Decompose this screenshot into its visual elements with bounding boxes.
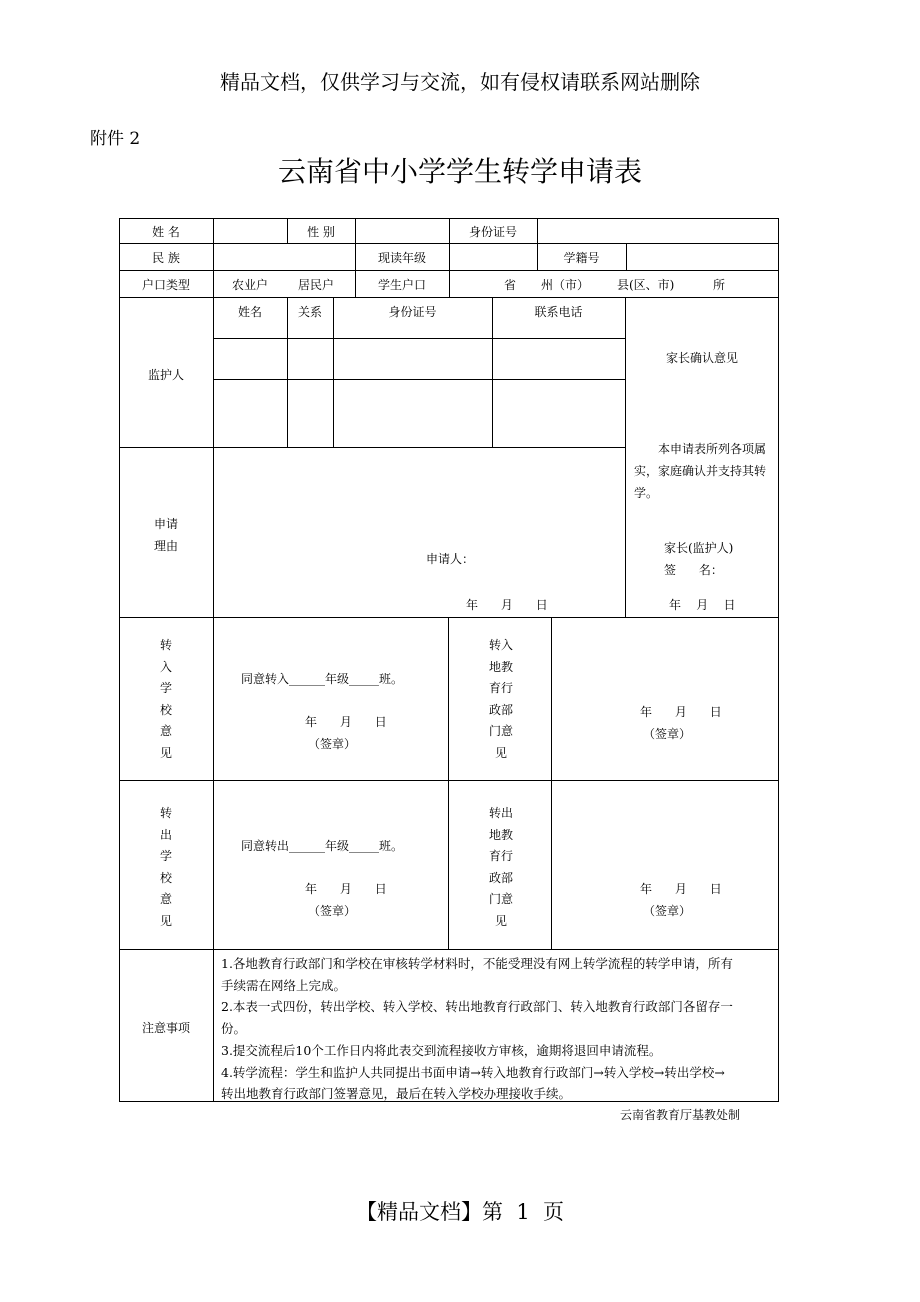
parent-date: 年 月 日 — [669, 598, 736, 612]
transfer-out-seal: （签章） — [308, 904, 357, 918]
student-id-field[interactable] — [627, 244, 777, 269]
hukou-type-label: 户口类型 — [141, 278, 190, 292]
guardian-phone-header: 联系电话 — [534, 305, 583, 319]
transfer-in-date: 年 月 日 — [305, 715, 387, 729]
note-1-line-1: 1.各地教育行政部门和学校在审核转学材料时，不能受理没有网上转学流程的转学申请，所有 — [221, 956, 733, 971]
transfer-in-dept-seal: （签章） — [643, 727, 692, 741]
guardian-name-header: 姓名 — [237, 305, 262, 319]
guardian-id-header: 身份证号 — [388, 305, 437, 319]
parent-statement: 本申请表所列各项属实，家庭确认并支持其转学。 — [634, 442, 767, 500]
transfer-out-school-label: 转 出 学 校 意 见 — [159, 806, 172, 928]
page-footer: 【精品文档】第 1 页 — [355, 1200, 565, 1224]
transfer-out-dept-label: 转出 地教 育行 政部 门意 见 — [488, 806, 513, 928]
reason-date: 年 月 日 — [466, 598, 548, 612]
transfer-in-dept-date: 年 月 日 — [640, 705, 722, 719]
notes-label: 注意事项 — [141, 1021, 190, 1035]
student-hukou-label: 学生户口 — [377, 278, 426, 292]
county-label: 县(区、市) — [617, 278, 675, 292]
transfer-in-school-label: 转 入 学 校 意 见 — [159, 638, 172, 760]
parent-confirm-title: 家长确认意见 — [665, 351, 738, 365]
transfer-out-dept-seal: （签章） — [643, 904, 692, 918]
ethnic-label: 民 族 — [152, 251, 180, 265]
page-header: 精品文档，仅供学习与交流，如有侵权请联系网站删除 — [220, 70, 700, 94]
issuer-label: 云南省教育厅基教处制 — [620, 1108, 741, 1122]
student-id-label: 学籍号 — [563, 251, 600, 265]
name-label: 姓 名 — [152, 225, 180, 239]
id-field[interactable] — [538, 219, 777, 242]
reason-field[interactable] — [214, 448, 624, 548]
prefecture-label: 州（市） — [541, 278, 590, 292]
applicant-label: 申请人： — [426, 552, 475, 566]
transfer-out-dept-date: 年 月 日 — [640, 882, 722, 896]
transfer-in-agree[interactable]: 同意转入______年级_____班。 — [241, 672, 404, 686]
attachment-label: 附件 2 — [90, 129, 141, 149]
name-field[interactable] — [214, 219, 286, 242]
guardian-label: 监护人 — [147, 368, 184, 382]
transfer-out-date: 年 月 日 — [305, 882, 387, 896]
note-3: 3.提交流程后10个工作日内将此表交到流程接收方审核，逾期将退回申请流程。 — [221, 1043, 662, 1058]
note-2-line-2: 份。 — [221, 1021, 247, 1036]
hukou-farm-option[interactable]: 农业户 — [232, 278, 269, 292]
form-title: 云南省中小学学生转学申请表 — [277, 155, 642, 188]
note-2-line-1: 2.本表一式四份，转出学校、转入学校、转出地教育行政部门、转入地教育行政部门各留存一 — [221, 999, 733, 1014]
note-1-line-2: 手续需在网络上完成。 — [221, 978, 347, 993]
province-label: 省 — [504, 278, 517, 292]
gender-field[interactable] — [356, 219, 448, 242]
gender-label: 性 别 — [307, 225, 335, 239]
guardian-relation-header: 关系 — [297, 305, 322, 319]
note-4-line-2: 转出地教育行政部门签署意见，最后在转入学校办理接收手续。 — [221, 1086, 572, 1101]
id-label: 身份证号 — [468, 225, 517, 239]
transfer-out-agree[interactable]: 同意转出______年级_____班。 — [241, 839, 404, 853]
transfer-in-dept-label: 转入 地教 育行 政部 门意 见 — [488, 638, 513, 760]
reason-label-line2: 理由 — [153, 539, 178, 553]
hukou-resident-option[interactable]: 居民户 — [298, 278, 335, 292]
parent-signature-label: 签 名： — [664, 563, 723, 577]
grade-field[interactable] — [450, 244, 536, 269]
guardian-row[interactable] — [214, 380, 625, 446]
grade-label: 现读年级 — [377, 251, 426, 265]
place-label: 所 — [713, 278, 726, 292]
transfer-in-seal: （签章） — [308, 737, 357, 751]
reason-label-line1: 申请 — [153, 517, 178, 531]
parent-signer-title: 家长(监护人) — [664, 541, 734, 555]
guardian-row[interactable] — [214, 339, 625, 378]
note-4-line-1: 4.转学流程：学生和监护人共同提出书面申请→转入地教育行政部门→转入学校→转出学校→ — [221, 1065, 725, 1080]
ethnic-field[interactable] — [214, 244, 354, 269]
